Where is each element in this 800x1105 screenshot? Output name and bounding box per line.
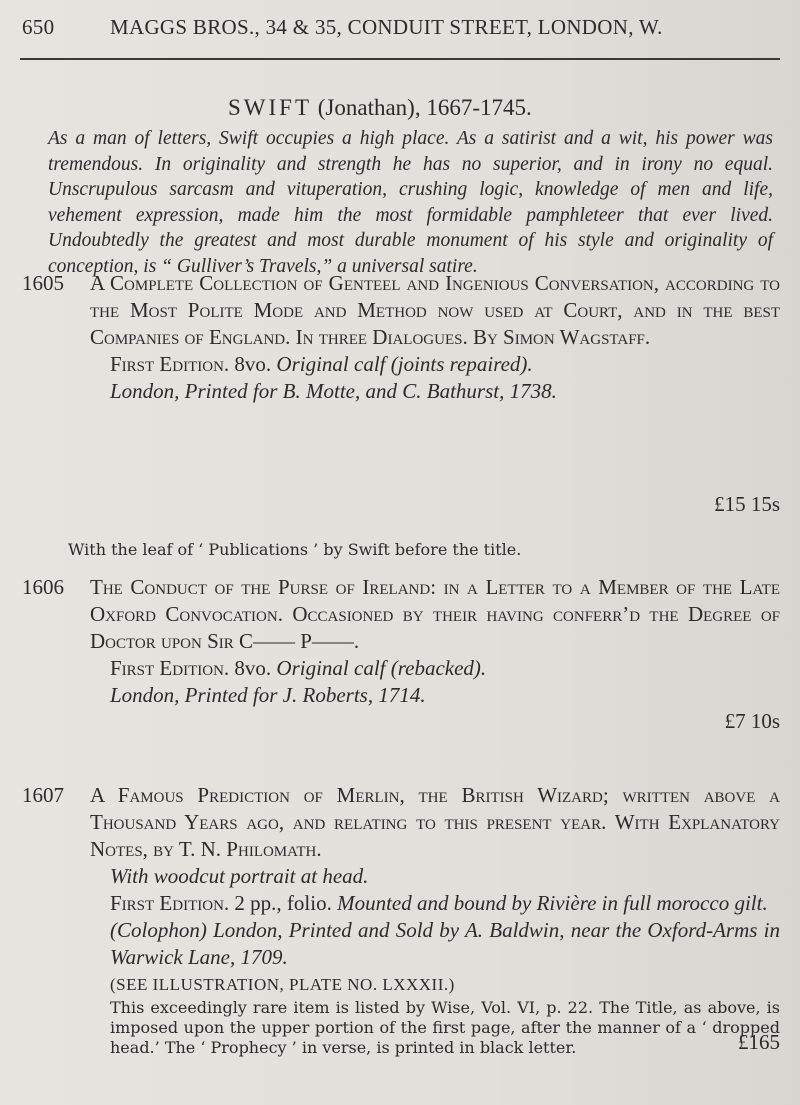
entry-title: A Famous Prediction of Merlin, the British Wizard; written above a Thousand Years ago, and relating to this present year. With Explanatory Notes, by T. N. Philomath. xyxy=(90,783,780,861)
page-number: 650 xyxy=(22,15,55,39)
entry-title: The Conduct of the Purse of Ireland: in a Letter to a Member of the Late Oxford Convocation. Occasioned by their having conferr’d the Degree of Doctor upon Sir C—— P——. xyxy=(90,575,780,653)
entry-portrait: With woodcut portrait at head. xyxy=(110,864,369,888)
entry-imprint: London, Printed for J. Roberts, 1714. xyxy=(110,683,426,707)
header-rule xyxy=(20,58,780,60)
entry-format: 8vo. xyxy=(234,352,272,376)
entry-format: 2 pp., folio. xyxy=(234,891,332,915)
author-dates: 1667-1745. xyxy=(426,95,532,120)
author-forename: (Jonathan), xyxy=(317,95,421,120)
entry-binding: Mounted and bound by Rivière in full morocco gilt. xyxy=(337,891,768,915)
entry-note: This exceedingly rare item is listed by Wise, Vol. VI, p. 22. The Title, as above, is imposed upon the upper portion of the first page, after the manner of a ‘ dropped head.’ The ‘ Prophecy ’ in verse, is printed in black letter. xyxy=(110,998,780,1057)
entry-edition-line xyxy=(110,655,780,682)
entry-body xyxy=(90,782,780,1058)
entry-price: £7 10s xyxy=(724,709,780,733)
entry-edition: First Edition. xyxy=(110,891,230,915)
author-introduction: As a man of letters, Swift occupies a high place. As a satirist and a wit, his power was tremendous. In originality and strength he has no superior, and in irony no equal. Unscrupulous sarcasm and vituperation, crushing logic, knowledge of men and life, vehement expression, made him the most formidable pamphleteer that ever lived. Undoubtedly the greatest and most durable monument of his style and originality of conception, is “ Gulliver’s Travels,” a universal satire. xyxy=(48,128,773,277)
entry-number: 1605 xyxy=(22,271,64,295)
entry-body xyxy=(90,270,780,405)
entry-edition: First Edition. xyxy=(110,656,230,680)
catalogue-entry xyxy=(22,270,782,559)
entry-imprint: London, Printed for B. Motte, and C. Bathurst, 1738. xyxy=(110,379,557,403)
entry-title: A Complete Collection of Genteel and Ingenious Conversation, according to the Most Polite Mode and Method now used at Court, and in the best Companies of England. In three Dialogues. By Simon Wagstaff. xyxy=(90,271,780,349)
entry-note: With the leaf of ‘ Publications ’ by Swift before the title. xyxy=(68,540,522,559)
entry-edition-line xyxy=(110,351,780,378)
author-heading xyxy=(228,95,532,121)
catalogue-entry xyxy=(22,782,782,1092)
entry-number: 1606 xyxy=(22,575,64,599)
entry-edition-line xyxy=(110,890,780,917)
entry-binding: Original calf (rebacked). xyxy=(276,656,487,680)
entry-format: 8vo. xyxy=(234,656,272,680)
entry-price: £165 xyxy=(738,1030,780,1054)
entry-body xyxy=(90,574,780,709)
catalogue-entry xyxy=(22,574,782,734)
page-header xyxy=(22,15,782,40)
entry-price: £15 15s xyxy=(714,492,780,516)
entry-binding: Original calf (joints repaired). xyxy=(276,352,533,376)
entry-edition: First Edition. xyxy=(110,352,230,376)
entry-illustration-ref: (SEE ILLUSTRATION, PLATE NO. LXXXII.) xyxy=(110,975,455,994)
entry-imprint: (Colophon) London, Printed and Sold by A. Baldwin, near the Oxford-Arms in Warwick Lane, 1709. xyxy=(110,918,780,969)
entry-number: 1607 xyxy=(22,783,64,807)
publisher-line: MAGGS BROS., 34 & 35, CONDUIT STREET, LONDON, W. xyxy=(110,15,663,39)
author-surname: SWIFT xyxy=(228,95,312,120)
